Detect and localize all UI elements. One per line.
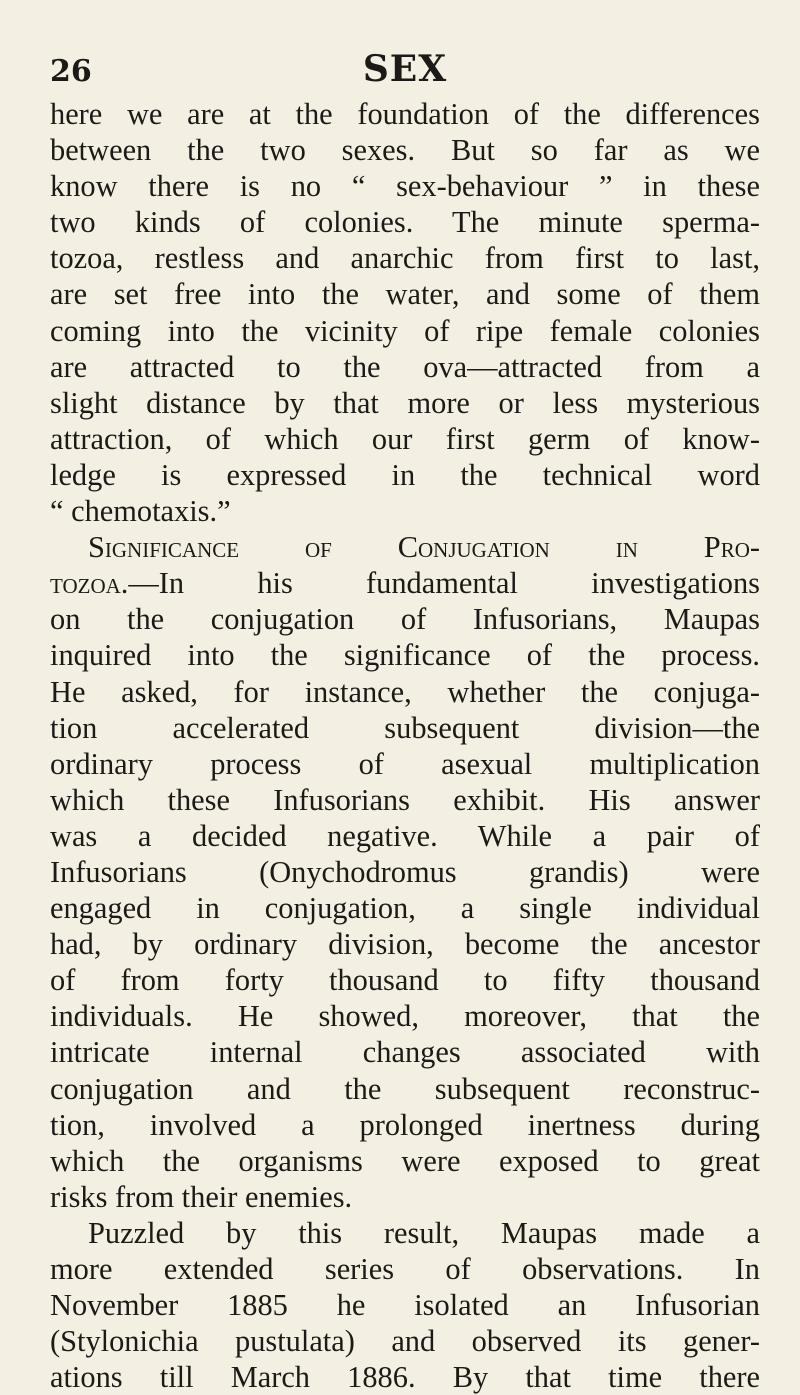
- text-line: individuals. He showed, moreover, that the: [50, 999, 760, 1034]
- section-heading-line: [50, 529, 760, 565]
- text-line: which these Infusorians exhibit. His answer: [50, 782, 760, 817]
- text-line: (Stylonichia pustulata) and observed its gener-: [50, 1324, 760, 1359]
- text-line: ations till March 1886. By that time there: [50, 1360, 760, 1395]
- text-line: slight distance by that more or less mysterious: [50, 385, 760, 420]
- text-line: here we are at the foundation of the differences: [50, 97, 760, 131]
- text-line: Infusorians (Onychodromus grandis) were: [50, 854, 760, 889]
- text-line: know there is no “ sex-behaviour ” in these: [50, 169, 760, 204]
- text-line: had, by ordinary division, become the ancestor: [50, 927, 760, 962]
- section-heading-continued: tozoa.: [50, 566, 129, 601]
- text-line: risks from their enemies.: [50, 1179, 353, 1214]
- text-line: November 1885 he isolated an Infusorian: [50, 1288, 760, 1323]
- text-line: inquired into the significance of the process.: [50, 638, 760, 673]
- text-line: which the organisms were exposed to great: [50, 1143, 760, 1178]
- section-heading: Significance of Conjugation in Pro-: [88, 530, 760, 565]
- text-line: tozoa, restless and anarchic from first to last,: [50, 241, 760, 276]
- text-line: intricate internal changes associated with: [50, 1035, 760, 1070]
- text-line: ordinary process of asexual multiplication: [50, 746, 760, 781]
- text-line: ledge is expressed in the technical word: [50, 457, 760, 492]
- text-line: “ chemotaxis.”: [50, 494, 231, 529]
- text-line: tion accelerated subsequent division—the: [50, 710, 760, 745]
- text-line: more extended series of observations. In: [50, 1252, 760, 1286]
- text-line: are attracted to the ova—attracted from a: [50, 349, 760, 384]
- text-line: He asked, for instance, whether the conjuga-: [50, 674, 760, 709]
- text-line: two kinds of colonies. The minute sperma-: [50, 205, 760, 240]
- text-line: was a decided negative. While a pair of: [50, 818, 760, 853]
- body-text: [50, 96, 760, 1395]
- text-line: Puzzled by this result, Maupas made a: [88, 1215, 760, 1250]
- text-run: —In his fundamental investigations: [128, 566, 760, 601]
- running-title: SEX: [362, 48, 448, 90]
- running-head: [50, 46, 760, 96]
- text-line: between the two sexes. But so far as we: [50, 133, 760, 168]
- page-number: 26: [50, 54, 92, 89]
- text-line: tion, involved a prolonged inertness during: [50, 1107, 760, 1142]
- text-line: attraction, of which our first germ of know-: [50, 421, 760, 456]
- book-page: [50, 46, 760, 1395]
- text-line: conjugation and the subsequent reconstruc-: [50, 1071, 760, 1106]
- text-line: coming into the vicinity of ripe female colonies: [50, 313, 760, 348]
- text-line: of from forty thousand to fifty thousand: [50, 963, 760, 998]
- text-line: [50, 565, 760, 601]
- text-line: engaged in conjugation, a single individual: [50, 891, 760, 926]
- text-line: on the conjugation of Infusorians, Maupas: [50, 602, 760, 637]
- text-line: are set free into the water, and some of them: [50, 277, 760, 312]
